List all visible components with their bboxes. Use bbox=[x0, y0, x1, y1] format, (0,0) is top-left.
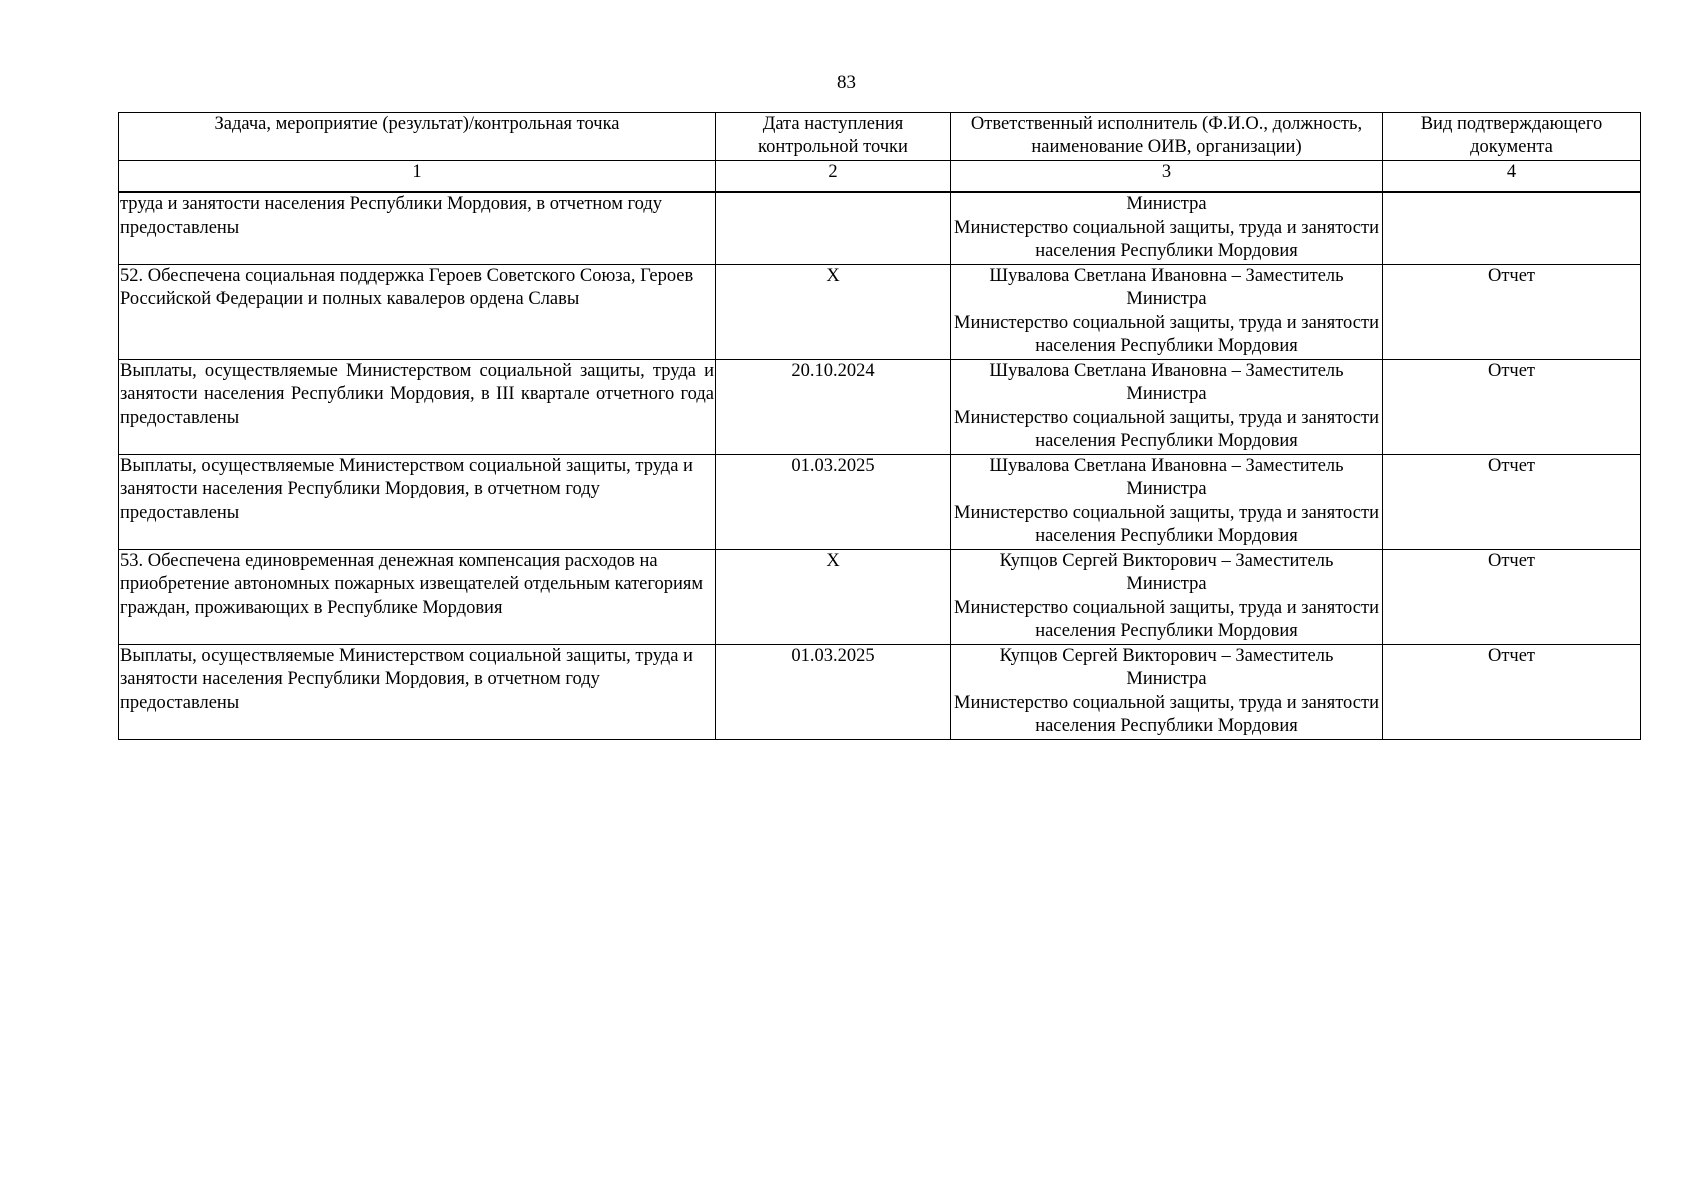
executor-cell bbox=[951, 192, 1383, 264]
executor-name: Шувалова Светлана Ивановна – Заместитель bbox=[989, 455, 1344, 476]
column-number-row bbox=[119, 161, 1641, 193]
page-number: 83 bbox=[837, 72, 856, 93]
control-points-table bbox=[118, 112, 1641, 740]
executor-position: Министра bbox=[1126, 479, 1207, 499]
executor-position: Министра bbox=[1126, 194, 1207, 214]
task-cell: труда и занятости населения Республики Мордовия, в отчетном году предоставлены bbox=[119, 192, 716, 264]
executor-organization: Министерство социальной защиты, труда и занятости населения Республики Мордовия bbox=[954, 217, 1379, 261]
table-row bbox=[119, 264, 1641, 359]
table-row bbox=[119, 192, 1641, 264]
task-cell: 53. Обеспечена единовременная денежная компенсация расходов на приобретение автономных пожарных извещателей отдельным категориям граждан, проживающих в Республике Мордовия bbox=[119, 549, 716, 644]
column-number-3: 3 bbox=[951, 161, 1383, 193]
executor-position: Министра bbox=[1126, 669, 1207, 689]
doc-type-cell bbox=[1383, 192, 1641, 264]
executor-name: Купцов Сергей Викторович – Заместитель bbox=[999, 550, 1334, 571]
task-cell: Выплаты, осуществляемые Министерством социальной защиты, труда и занятости населения Республики Мордовия, в отчетном году предоставлены bbox=[119, 644, 716, 739]
executor-cell bbox=[951, 454, 1383, 549]
executor-position: Министра bbox=[1126, 574, 1207, 594]
doc-type-cell: Отчет bbox=[1383, 359, 1641, 454]
executor-name: Шувалова Светлана Ивановна – Заместитель bbox=[989, 360, 1344, 381]
date-cell: 01.03.2025 bbox=[716, 454, 951, 549]
executor-organization: Министерство социальной защиты, труда и занятости населения Республики Мордовия bbox=[954, 407, 1379, 451]
table-row bbox=[119, 644, 1641, 739]
executor-cell bbox=[951, 264, 1383, 359]
column-number-1: 1 bbox=[119, 161, 716, 193]
doc-type-cell: Отчет bbox=[1383, 549, 1641, 644]
doc-type-cell: Отчет bbox=[1383, 644, 1641, 739]
date-cell: Х bbox=[716, 264, 951, 359]
executor-name: Шувалова Светлана Ивановна – Заместитель bbox=[989, 265, 1344, 286]
header-task: Задача, мероприятие (результат)/контрольная точка bbox=[119, 113, 716, 161]
executor-organization: Министерство социальной защиты, труда и занятости населения Республики Мордовия bbox=[954, 597, 1379, 641]
table-header-row bbox=[119, 113, 1641, 161]
date-cell: Х bbox=[716, 549, 951, 644]
date-cell bbox=[716, 192, 951, 264]
table-row bbox=[119, 359, 1641, 454]
table-row bbox=[119, 549, 1641, 644]
executor-organization: Министерство социальной защиты, труда и занятости населения Республики Мордовия bbox=[954, 502, 1379, 546]
executor-name: Купцов Сергей Викторович – Заместитель bbox=[999, 645, 1334, 666]
header-date: Дата наступления контрольной точки bbox=[716, 113, 951, 161]
doc-type-cell: Отчет bbox=[1383, 454, 1641, 549]
executor-organization: Министерство социальной защиты, труда и занятости населения Республики Мордовия bbox=[954, 312, 1379, 356]
column-number-2: 2 bbox=[716, 161, 951, 193]
executor-position: Министра bbox=[1126, 289, 1207, 309]
header-doc-type: Вид подтверждающего документа bbox=[1383, 113, 1641, 161]
header-executor: Ответственный исполнитель (Ф.И.О., должность, наименование ОИВ, организации) bbox=[951, 113, 1383, 161]
executor-organization: Министерство социальной защиты, труда и занятости населения Республики Мордовия bbox=[954, 692, 1379, 736]
column-number-4: 4 bbox=[1383, 161, 1641, 193]
executor-cell bbox=[951, 549, 1383, 644]
task-cell: Выплаты, осуществляемые Министерством социальной защиты, труда и занятости населения Республики Мордовия, в III квартале отчетного года предоставлены bbox=[119, 359, 716, 454]
date-cell: 01.03.2025 bbox=[716, 644, 951, 739]
executor-cell bbox=[951, 359, 1383, 454]
task-cell: 52. Обеспечена социальная поддержка Героев Советского Союза, Героев Российской Федерации и полных кавалеров ордена Славы bbox=[119, 264, 716, 359]
table-row bbox=[119, 454, 1641, 549]
task-cell: Выплаты, осуществляемые Министерством социальной защиты, труда и занятости населения Республики Мордовия, в отчетном году предоставлены bbox=[119, 454, 716, 549]
date-cell: 20.10.2024 bbox=[716, 359, 951, 454]
executor-cell bbox=[951, 644, 1383, 739]
doc-type-cell: Отчет bbox=[1383, 264, 1641, 359]
executor-position: Министра bbox=[1126, 384, 1207, 404]
